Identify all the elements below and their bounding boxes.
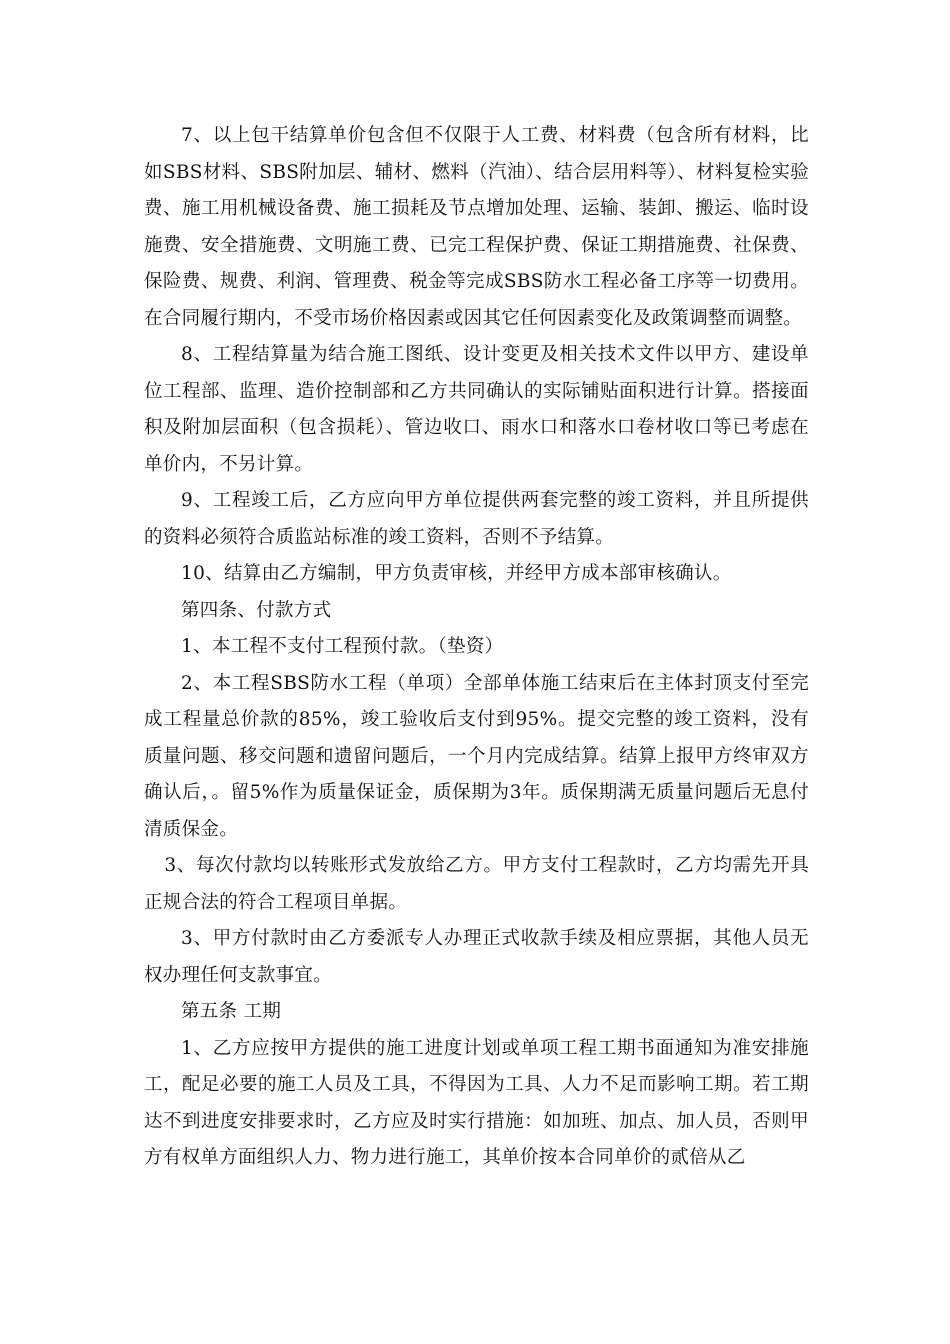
article-4-heading: 第四条、付款方式: [181, 599, 332, 621]
payment-item-3b: 3、甲方付款时由乙方委派专人办理正式收款手续及相应票据，其他人员无权办理任何支款事宜。: [144, 928, 809, 986]
document-body: [144, 118, 809, 1177]
clause-10-paragraph: 10、结算由乙方编制，甲方负责审核，并经甲方成本部审核确认。: [181, 563, 732, 584]
article-5-heading: 第五条 工期: [181, 1001, 282, 1022]
payment-item-1: 1、本工程不支付工程预付款。（垫资）: [181, 636, 504, 657]
clause-8-paragraph: 8、工程结算量为结合施工图纸、设计变更及相关技术文件以甲方、建设单位工程部、监理、造价控制部和乙方共同确认的实际铺贴面积进行计算。搭接面积及附加层面积（包含损耗）、管边收口、雨水口和落水口卷材收口等已考虑在单价内，不另计算。: [144, 344, 809, 475]
period-item-1: 1、乙方应按甲方提供的施工进度计划或单项工程工期书面通知为准安排施工，配足必要的施工人员及工具，不得因为工具、人力不足而影响工期。若工期达不到进度安排要求时，乙方应及时实行措施：如加班、加点、加人员，否则甲方有权单方面组织人力、物力进行施工，其单价按本合同单价的贰倍从乙: [144, 1037, 809, 1168]
clause-9-paragraph: 9、工程竣工后，乙方应向甲方单位提供两套完整的竣工资料，并且所提供的资料必须符合质监站标准的竣工资料，否则不予结算。: [144, 490, 809, 548]
clause-7-paragraph: 7、以上包干结算单价包含但不仅限于人工费、材料费（包含所有材料，比如SBS材料、SBS附加层、辅材、燃料（汽油）、结合层用料等）、材料复检实验费、施工用机械设备费、施工损耗及节点增加处理、运输、装卸、搬运、临时设施费、安全措施费、文明施工费、已完工程保护费、保证工期措施费、社保费、保险费、规费、利润、管理费、税金等完成SBS防水工程必备工序等一切费用。在合同履行期内，不受市场价格因素或因其它任何因素变化及政策调整而调整。: [144, 125, 809, 329]
payment-item-3a: 3、每次付款均以转账形式发放给乙方。甲方支付工程款时，乙方均需先开具正规合法的符合工程项目单据。: [144, 855, 809, 913]
payment-item-2: 2、本工程SBS防水工程（单项）全部单体施工结束后在主体封顶支付至完成工程量总价款的85%，竣工验收后支付到95%。提交完整的竣工资料，没有质量问题、移交问题和遗留问题后，一个月内完成结算。结算上报甲方终审双方确认后，。留5%作为质量保证金，质保期为3年。质保期满无质量问题后无息付清质保金。: [144, 672, 809, 840]
